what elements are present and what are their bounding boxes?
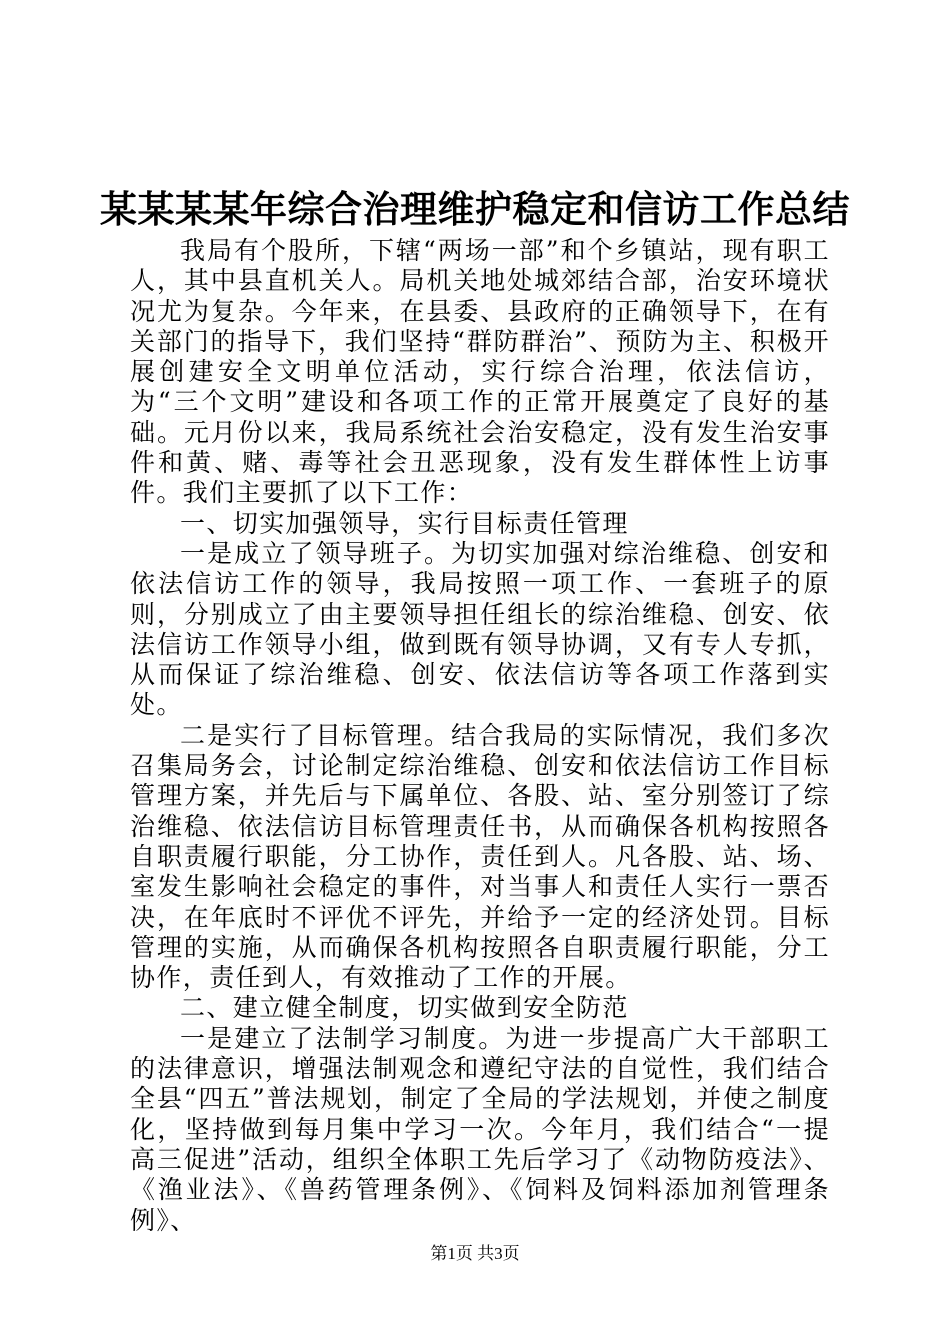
- section-heading-1: 一、切实加强领导，实行目标责任管理: [180, 508, 629, 538]
- section-heading-2: 二、建立健全制度，切实做到安全防范: [180, 993, 629, 1023]
- page-footer: 第1页 共3页: [430, 1244, 520, 1263]
- document-body: [130, 236, 830, 1236]
- paragraph-leadership-team: 一是成立了领导班子。为切实加强对综治维稳、创安和依法信访工作的领导，我局按照一项工作、一套班子的原则，分别成立了由主要领导担任组长的综治维稳、创安、依法信访工作领导小组，做到既有领导协调，又有专人专抓，从而保证了综治维稳、创安、依法信访等各项工作落到实处。: [130, 538, 830, 720]
- paragraph-target-management: 二是实行了目标管理。结合我局的实际情况，我们多次召集局务会，讨论制定综治维稳、创安和依法信访工作目标管理方案，并先后与下属单位、各股、站、室分别签订了综治维稳、依法信访目标管理责任书，从而确保各机构按照各自职责履行职能，分工协作，责任到人。凡各股、站、场、室发生影响社会稳定的事件，对当事人和责任人实行一票否决，在年底时不评优不评先，并给予一定的经济处罚。目标管理的实施，从而确保各机构按照各自职责履行职能，分工协作，责任到人，有效推动了工作的开展。: [130, 720, 830, 993]
- document-title: 某某某某年综合治理维护稳定和信访工作总结: [100, 188, 850, 231]
- paragraph-intro: 我局有个股所，下辖“两场一部”和个乡镇站，现有职工人，其中县直机关人。局机关地处城郊结合部，治安环境状况尤为复杂。今年来，在县委、县政府的正确领导下，在有关部门的指导下，我们坚持“群防群治”、预防为主、积极开展创建安全文明单位活动，实行综合治理，依法信访，为“三个文明”建设和各项工作的正常开展奠定了良好的基础。元月份以来，我局系统社会治安稳定，没有发生治安事件和黄、赌、毒等社会丑恶现象，没有发生群体性上访事件。我们主要抓了以下工作：: [130, 236, 830, 508]
- paragraph-legal-study: 一是建立了法制学习制度。为进一步提高广大干部职工的法律意识，增强法制观念和遵纪守法的自觉性，我们结合全县“四五”普法规划，制定了全局的学法规划，并使之制度化，坚持做到每月集中学习一次。今年月，我们结合“一提高三促进”活动，组织全体职工先后学习了《动物防疫法》、《渔业法》、《兽药管理条例》、《饲料及饲料添加剂管理条例》、: [130, 1023, 830, 1235]
